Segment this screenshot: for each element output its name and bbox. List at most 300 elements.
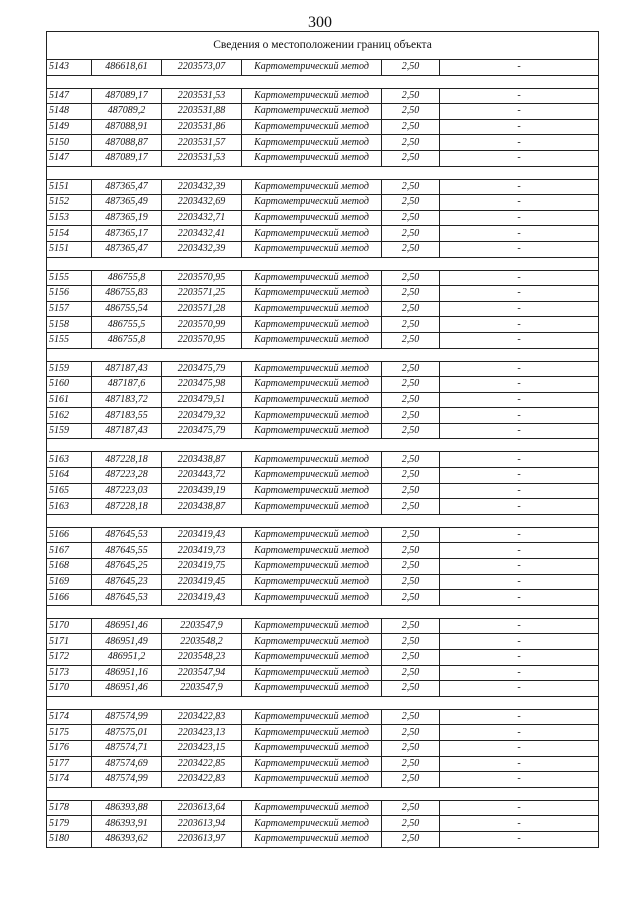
accuracy-cell: 2,50 (382, 756, 440, 772)
point-number-cell: 5151 (47, 241, 92, 257)
y-coordinate-cell: 2203422,83 (162, 709, 242, 725)
point-number-cell: 5157 (47, 301, 92, 317)
group-separator-row (47, 605, 599, 618)
note-cell: - (440, 452, 599, 468)
method-cell: Картометрический метод (242, 725, 382, 741)
x-coordinate-cell: 487365,17 (92, 226, 162, 242)
x-coordinate-cell: 487574,99 (92, 772, 162, 788)
x-coordinate-cell: 487574,99 (92, 709, 162, 725)
x-coordinate-cell: 487089,17 (92, 150, 162, 166)
accuracy-cell: 2,50 (382, 104, 440, 120)
point-number-cell: 5152 (47, 195, 92, 211)
x-coordinate-cell: 487187,43 (92, 361, 162, 377)
note-cell: - (440, 756, 599, 772)
point-number-cell: 5169 (47, 574, 92, 590)
accuracy-cell: 2,50 (382, 301, 440, 317)
note-cell: - (440, 543, 599, 559)
y-coordinate-cell: 2203419,43 (162, 527, 242, 543)
table-row (47, 210, 599, 226)
accuracy-cell: 2,50 (382, 527, 440, 543)
point-number-cell: 5163 (47, 499, 92, 515)
x-coordinate-cell: 486618,61 (92, 60, 162, 76)
x-coordinate-cell: 487223,28 (92, 468, 162, 484)
x-coordinate-cell: 486755,8 (92, 332, 162, 348)
y-coordinate-cell: 2203475,79 (162, 423, 242, 439)
table-row (47, 483, 599, 499)
method-cell: Картометрический метод (242, 392, 382, 408)
point-number-cell: 5151 (47, 179, 92, 195)
x-coordinate-cell: 487645,25 (92, 559, 162, 575)
point-number-cell: 5150 (47, 135, 92, 151)
accuracy-cell: 2,50 (382, 816, 440, 832)
y-coordinate-cell: 2203475,79 (162, 361, 242, 377)
method-cell: Картометрический метод (242, 270, 382, 286)
accuracy-cell: 2,50 (382, 179, 440, 195)
x-coordinate-cell: 487228,18 (92, 452, 162, 468)
method-cell: Картометрический метод (242, 483, 382, 499)
coordinates-table (46, 31, 599, 848)
note-cell: - (440, 301, 599, 317)
separator-cell (47, 514, 599, 527)
y-coordinate-cell: 2203547,9 (162, 681, 242, 697)
y-coordinate-cell: 2203547,9 (162, 618, 242, 634)
page-number: 300 (308, 14, 332, 31)
table-row (47, 104, 599, 120)
y-coordinate-cell: 2203613,64 (162, 800, 242, 816)
x-coordinate-cell: 487365,19 (92, 210, 162, 226)
accuracy-cell: 2,50 (382, 119, 440, 135)
point-number-cell: 5178 (47, 800, 92, 816)
y-coordinate-cell: 2203423,13 (162, 725, 242, 741)
group-separator-row (47, 348, 599, 361)
method-cell: Картометрический метод (242, 452, 382, 468)
table-row (47, 408, 599, 424)
table-row (47, 286, 599, 302)
point-number-cell: 5176 (47, 740, 92, 756)
y-coordinate-cell: 2203432,39 (162, 241, 242, 257)
accuracy-cell: 2,50 (382, 800, 440, 816)
note-cell: - (440, 361, 599, 377)
accuracy-cell: 2,50 (382, 468, 440, 484)
accuracy-cell: 2,50 (382, 574, 440, 590)
y-coordinate-cell: 2203419,43 (162, 590, 242, 606)
note-cell: - (440, 286, 599, 302)
y-coordinate-cell: 2203475,98 (162, 377, 242, 393)
note-cell: - (440, 195, 599, 211)
group-separator-row (47, 439, 599, 452)
x-coordinate-cell: 487088,87 (92, 135, 162, 151)
accuracy-cell: 2,50 (382, 499, 440, 515)
y-coordinate-cell: 2203547,94 (162, 665, 242, 681)
point-number-cell: 5173 (47, 665, 92, 681)
point-number-cell: 5154 (47, 226, 92, 242)
note-cell: - (440, 574, 599, 590)
note-cell: - (440, 377, 599, 393)
point-number-cell: 5143 (47, 60, 92, 76)
accuracy-cell: 2,50 (382, 226, 440, 242)
x-coordinate-cell: 486393,62 (92, 831, 162, 847)
accuracy-cell: 2,50 (382, 559, 440, 575)
note-cell: - (440, 527, 599, 543)
method-cell: Картометрический метод (242, 286, 382, 302)
note-cell: - (440, 816, 599, 832)
accuracy-cell: 2,50 (382, 725, 440, 741)
table-row (47, 301, 599, 317)
note-cell: - (440, 226, 599, 242)
note-cell: - (440, 104, 599, 120)
method-cell: Картометрический метод (242, 831, 382, 847)
note-cell: - (440, 725, 599, 741)
x-coordinate-cell: 486393,91 (92, 816, 162, 832)
x-coordinate-cell: 486393,88 (92, 800, 162, 816)
table-row (47, 681, 599, 697)
method-cell: Картометрический метод (242, 60, 382, 76)
x-coordinate-cell: 486951,46 (92, 618, 162, 634)
method-cell: Картометрический метод (242, 210, 382, 226)
method-cell: Картометрический метод (242, 468, 382, 484)
x-coordinate-cell: 486755,5 (92, 317, 162, 333)
y-coordinate-cell: 2203422,83 (162, 772, 242, 788)
point-number-cell: 5170 (47, 681, 92, 697)
point-number-cell: 5175 (47, 725, 92, 741)
y-coordinate-cell: 2203432,39 (162, 179, 242, 195)
method-cell: Картометрический метод (242, 408, 382, 424)
table-row (47, 88, 599, 104)
note-cell: - (440, 119, 599, 135)
accuracy-cell: 2,50 (382, 665, 440, 681)
separator-cell (47, 166, 599, 179)
y-coordinate-cell: 2203423,15 (162, 740, 242, 756)
accuracy-cell: 2,50 (382, 543, 440, 559)
table-row (47, 452, 599, 468)
x-coordinate-cell: 487183,72 (92, 392, 162, 408)
accuracy-cell: 2,50 (382, 423, 440, 439)
note-cell: - (440, 709, 599, 725)
separator-cell (47, 439, 599, 452)
point-number-cell: 5159 (47, 423, 92, 439)
point-number-cell: 5170 (47, 618, 92, 634)
table-row (47, 499, 599, 515)
x-coordinate-cell: 487645,55 (92, 543, 162, 559)
point-number-cell: 5163 (47, 452, 92, 468)
y-coordinate-cell: 2203531,53 (162, 88, 242, 104)
table-row (47, 650, 599, 666)
point-number-cell: 5147 (47, 88, 92, 104)
table-row (47, 195, 599, 211)
table-row (47, 270, 599, 286)
y-coordinate-cell: 2203548,2 (162, 634, 242, 650)
y-coordinate-cell: 2203570,95 (162, 270, 242, 286)
point-number-cell: 5164 (47, 468, 92, 484)
point-number-cell: 5171 (47, 634, 92, 650)
x-coordinate-cell: 487365,49 (92, 195, 162, 211)
x-coordinate-cell: 486755,83 (92, 286, 162, 302)
point-number-cell: 5162 (47, 408, 92, 424)
x-coordinate-cell: 486951,49 (92, 634, 162, 650)
method-cell: Картометрический метод (242, 681, 382, 697)
y-coordinate-cell: 2203432,41 (162, 226, 242, 242)
note-cell: - (440, 559, 599, 575)
y-coordinate-cell: 2203419,75 (162, 559, 242, 575)
accuracy-cell: 2,50 (382, 618, 440, 634)
y-coordinate-cell: 2203439,19 (162, 483, 242, 499)
table-row (47, 241, 599, 257)
y-coordinate-cell: 2203548,23 (162, 650, 242, 666)
point-number-cell: 5159 (47, 361, 92, 377)
point-number-cell: 5149 (47, 119, 92, 135)
point-number-cell: 5179 (47, 816, 92, 832)
accuracy-cell: 2,50 (382, 135, 440, 151)
method-cell: Картометрический метод (242, 772, 382, 788)
point-number-cell: 5167 (47, 543, 92, 559)
note-cell: - (440, 241, 599, 257)
method-cell: Картометрический метод (242, 756, 382, 772)
x-coordinate-cell: 486951,46 (92, 681, 162, 697)
point-number-cell: 5166 (47, 590, 92, 606)
method-cell: Картометрический метод (242, 332, 382, 348)
note-cell: - (440, 135, 599, 151)
table-row (47, 317, 599, 333)
y-coordinate-cell: 2203422,85 (162, 756, 242, 772)
note-cell: - (440, 634, 599, 650)
table-row (47, 831, 599, 847)
y-coordinate-cell: 2203479,32 (162, 408, 242, 424)
table-row (47, 800, 599, 816)
accuracy-cell: 2,50 (382, 452, 440, 468)
method-cell: Картометрический метод (242, 800, 382, 816)
x-coordinate-cell: 486951,16 (92, 665, 162, 681)
point-number-cell: 5177 (47, 756, 92, 772)
note-cell: - (440, 831, 599, 847)
y-coordinate-cell: 2203531,57 (162, 135, 242, 151)
y-coordinate-cell: 2203419,45 (162, 574, 242, 590)
method-cell: Картометрический метод (242, 135, 382, 151)
x-coordinate-cell: 487645,53 (92, 590, 162, 606)
method-cell: Картометрический метод (242, 104, 382, 120)
point-number-cell: 5156 (47, 286, 92, 302)
table-row (47, 527, 599, 543)
y-coordinate-cell: 2203531,53 (162, 150, 242, 166)
y-coordinate-cell: 2203571,25 (162, 286, 242, 302)
method-cell: Картометрический метод (242, 179, 382, 195)
note-cell: - (440, 210, 599, 226)
table-row (47, 377, 599, 393)
table-row (47, 179, 599, 195)
table-row (47, 468, 599, 484)
table-row (47, 740, 599, 756)
method-cell: Картометрический метод (242, 740, 382, 756)
method-cell: Картометрический метод (242, 423, 382, 439)
point-number-cell: 5147 (47, 150, 92, 166)
accuracy-cell: 2,50 (382, 60, 440, 76)
method-cell: Картометрический метод (242, 88, 382, 104)
table-title: Сведения о местоположении границ объекта (47, 32, 599, 60)
note-cell: - (440, 483, 599, 499)
x-coordinate-cell: 487645,53 (92, 527, 162, 543)
note-cell: - (440, 800, 599, 816)
separator-cell (47, 696, 599, 709)
y-coordinate-cell: 2203432,69 (162, 195, 242, 211)
separator-cell (47, 75, 599, 88)
note-cell: - (440, 681, 599, 697)
group-separator-row (47, 257, 599, 270)
point-number-cell: 5148 (47, 104, 92, 120)
separator-cell (47, 605, 599, 618)
method-cell: Картометрический метод (242, 361, 382, 377)
x-coordinate-cell: 487187,43 (92, 423, 162, 439)
accuracy-cell: 2,50 (382, 590, 440, 606)
x-coordinate-cell: 487574,71 (92, 740, 162, 756)
group-separator-row (47, 166, 599, 179)
accuracy-cell: 2,50 (382, 392, 440, 408)
accuracy-cell: 2,50 (382, 681, 440, 697)
method-cell: Картометрический метод (242, 527, 382, 543)
accuracy-cell: 2,50 (382, 650, 440, 666)
x-coordinate-cell: 486755,8 (92, 270, 162, 286)
method-cell: Картометрический метод (242, 650, 382, 666)
method-cell: Картометрический метод (242, 119, 382, 135)
note-cell: - (440, 665, 599, 681)
note-cell: - (440, 408, 599, 424)
point-number-cell: 5153 (47, 210, 92, 226)
note-cell: - (440, 179, 599, 195)
y-coordinate-cell: 2203570,99 (162, 317, 242, 333)
method-cell: Картометрический метод (242, 499, 382, 515)
point-number-cell: 5160 (47, 377, 92, 393)
accuracy-cell: 2,50 (382, 241, 440, 257)
separator-cell (47, 257, 599, 270)
table-row (47, 543, 599, 559)
note-cell: - (440, 468, 599, 484)
y-coordinate-cell: 2203438,87 (162, 452, 242, 468)
accuracy-cell: 2,50 (382, 483, 440, 499)
accuracy-cell: 2,50 (382, 361, 440, 377)
table-row (47, 772, 599, 788)
table-row (47, 119, 599, 135)
accuracy-cell: 2,50 (382, 740, 440, 756)
note-cell: - (440, 590, 599, 606)
x-coordinate-cell: 487228,18 (92, 499, 162, 515)
table-row (47, 618, 599, 634)
method-cell: Картометрический метод (242, 241, 382, 257)
note-cell: - (440, 88, 599, 104)
table-row (47, 634, 599, 650)
x-coordinate-cell: 486755,54 (92, 301, 162, 317)
y-coordinate-cell: 2203438,87 (162, 499, 242, 515)
point-number-cell: 5155 (47, 270, 92, 286)
point-number-cell: 5165 (47, 483, 92, 499)
point-number-cell: 5174 (47, 709, 92, 725)
table-row (47, 709, 599, 725)
note-cell: - (440, 423, 599, 439)
method-cell: Картометрический метод (242, 816, 382, 832)
table-row (47, 816, 599, 832)
y-coordinate-cell: 2203531,86 (162, 119, 242, 135)
separator-cell (47, 787, 599, 800)
accuracy-cell: 2,50 (382, 831, 440, 847)
y-coordinate-cell: 2203479,51 (162, 392, 242, 408)
method-cell: Картометрический метод (242, 377, 382, 393)
y-coordinate-cell: 2203573,07 (162, 60, 242, 76)
table-row (47, 332, 599, 348)
point-number-cell: 5166 (47, 527, 92, 543)
accuracy-cell: 2,50 (382, 88, 440, 104)
accuracy-cell: 2,50 (382, 709, 440, 725)
x-coordinate-cell: 487365,47 (92, 179, 162, 195)
method-cell: Картометрический метод (242, 317, 382, 333)
point-number-cell: 5174 (47, 772, 92, 788)
group-separator-row (47, 514, 599, 527)
table-row (47, 150, 599, 166)
accuracy-cell: 2,50 (382, 270, 440, 286)
y-coordinate-cell: 2203443,72 (162, 468, 242, 484)
accuracy-cell: 2,50 (382, 195, 440, 211)
method-cell: Картометрический метод (242, 665, 382, 681)
point-number-cell: 5168 (47, 559, 92, 575)
method-cell: Картометрический метод (242, 574, 382, 590)
table-row (47, 361, 599, 377)
note-cell: - (440, 317, 599, 333)
method-cell: Картометрический метод (242, 618, 382, 634)
note-cell: - (440, 150, 599, 166)
point-number-cell: 5180 (47, 831, 92, 847)
note-cell: - (440, 60, 599, 76)
x-coordinate-cell: 487574,69 (92, 756, 162, 772)
group-separator-row (47, 75, 599, 88)
point-number-cell: 5172 (47, 650, 92, 666)
x-coordinate-cell: 487223,03 (92, 483, 162, 499)
method-cell: Картометрический метод (242, 301, 382, 317)
method-cell: Картометрический метод (242, 634, 382, 650)
table-row (47, 392, 599, 408)
method-cell: Картометрический метод (242, 709, 382, 725)
table-row (47, 574, 599, 590)
table-row (47, 590, 599, 606)
x-coordinate-cell: 487089,17 (92, 88, 162, 104)
accuracy-cell: 2,50 (382, 286, 440, 302)
note-cell: - (440, 772, 599, 788)
x-coordinate-cell: 487575,01 (92, 725, 162, 741)
method-cell: Картометрический метод (242, 150, 382, 166)
y-coordinate-cell: 2203531,88 (162, 104, 242, 120)
point-number-cell: 5158 (47, 317, 92, 333)
table-row (47, 756, 599, 772)
table-row (47, 60, 599, 76)
note-cell: - (440, 270, 599, 286)
note-cell: - (440, 332, 599, 348)
note-cell: - (440, 740, 599, 756)
method-cell: Картометрический метод (242, 559, 382, 575)
point-number-cell: 5161 (47, 392, 92, 408)
group-separator-row (47, 696, 599, 709)
method-cell: Картометрический метод (242, 543, 382, 559)
table-row (47, 665, 599, 681)
y-coordinate-cell: 2203570,95 (162, 332, 242, 348)
y-coordinate-cell: 2203613,94 (162, 816, 242, 832)
y-coordinate-cell: 2203613,97 (162, 831, 242, 847)
separator-cell (47, 348, 599, 361)
table-row (47, 226, 599, 242)
method-cell: Картометрический метод (242, 195, 382, 211)
group-separator-row (47, 787, 599, 800)
accuracy-cell: 2,50 (382, 377, 440, 393)
table-row (47, 559, 599, 575)
table-row (47, 725, 599, 741)
accuracy-cell: 2,50 (382, 210, 440, 226)
x-coordinate-cell: 487183,55 (92, 408, 162, 424)
x-coordinate-cell: 487645,23 (92, 574, 162, 590)
note-cell: - (440, 392, 599, 408)
